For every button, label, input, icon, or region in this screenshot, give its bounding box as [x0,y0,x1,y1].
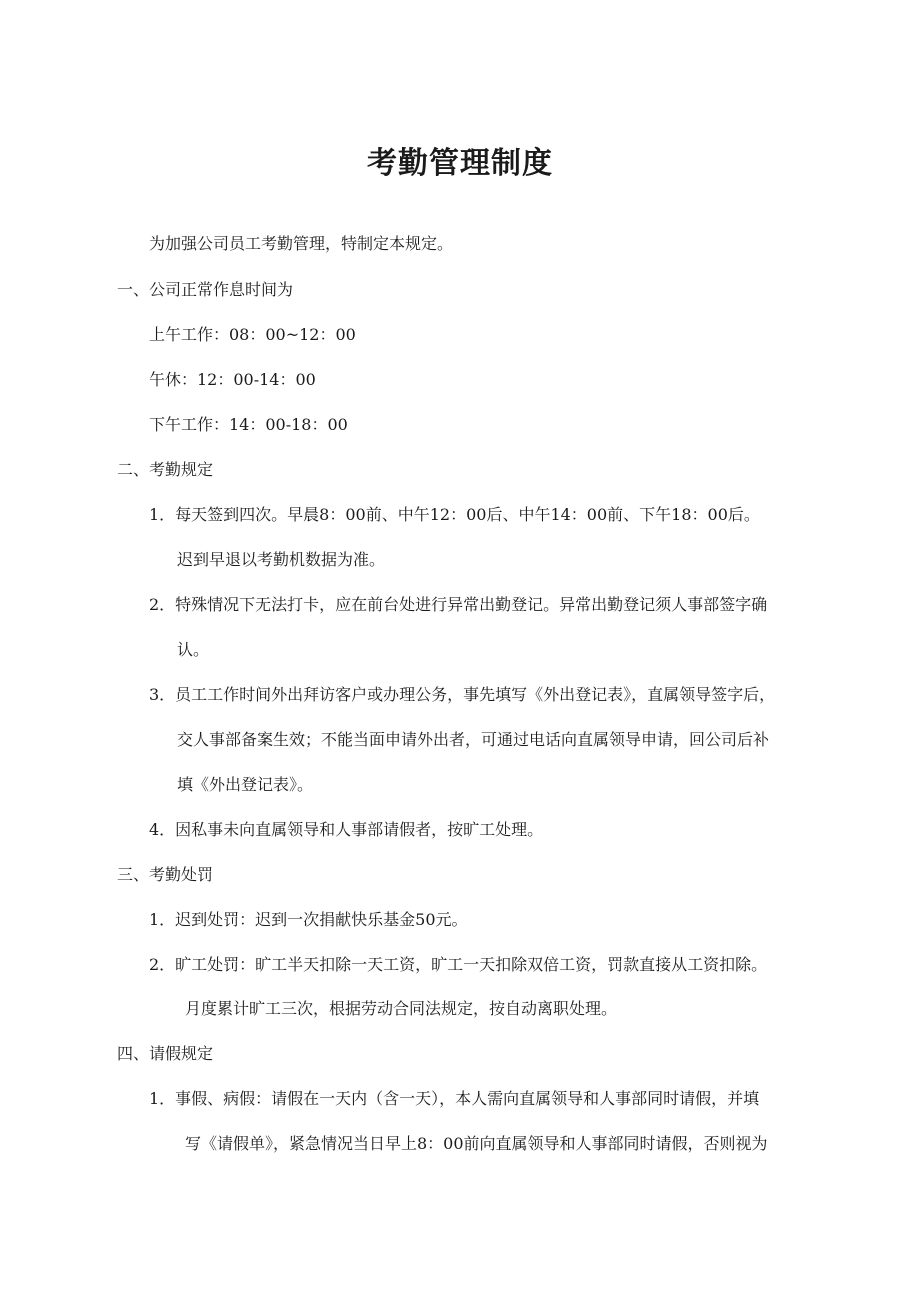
rule-3-line-1: 3．员工工作时间外出拜访客户或办理公务，事先填写《外出登记表》，直属领导签字后， [149,685,776,704]
leave-rule-1-line-2: 写《请假单》，紧急情况当日早上8：00前向直属领导和人事部同时请假，否则视为 [185,1134,768,1153]
leave-rule-1-line-1: 1．事假、病假：请假在一天内（含一天），本人需向直属领导和人事部同时请假，并填 [149,1089,760,1108]
rule-4-line-1: 4．因私事未向直属领导和人事部请假者，按旷工处理。 [149,820,544,839]
section-heading-penalties: 三、考勤处罚 [117,865,214,884]
penalty-2-line-1: 2．旷工处罚：旷工半天扣除一天工资，旷工一天扣除双倍工资，罚款直接从工资扣除。 [149,955,768,974]
rule-1-line-2: 迟到早退以考勤机数据为准。 [177,550,386,569]
rule-3-line-3: 填《外出登记表》。 [177,775,314,794]
rule-1-line-1: 1．每天签到四次。早晨8：00前、中午12：00后、中午14：00前、下午18：00后。 [149,505,760,524]
section-heading-leave-rules: 四、请假规定 [117,1044,214,1063]
schedule-afternoon: 下午工作：14：00-18：00 [149,415,348,434]
penalty-1-line-1: 1．迟到处罚：迟到一次捐献快乐基金50元。 [149,910,468,929]
intro-paragraph: 为加强公司员工考勤管理，特制定本规定。 [149,234,454,253]
section-heading-work-hours: 一、公司正常作息时间为 [117,280,294,299]
schedule-lunch-break: 午休：12：00-14：00 [149,370,316,389]
document-title: 考勤管理制度 [367,146,553,181]
rule-2-line-1: 2．特殊情况下无法打卡，应在前台处进行异常出勤登记。异常出勤登记须人事部签字确 [149,595,768,614]
rule-3-line-2: 交人事部备案生效；不能当面申请外出者，可通过电话向直属领导申请，回公司后补 [177,730,770,749]
section-heading-attendance-rules: 二、考勤规定 [117,460,214,479]
penalty-2-line-2: 月度累计旷工三次，根据劳动合同法规定，按自动离职处理。 [185,999,618,1018]
rule-2-line-2: 认。 [177,640,210,659]
schedule-morning: 上午工作：08：00~12：00 [149,325,356,344]
